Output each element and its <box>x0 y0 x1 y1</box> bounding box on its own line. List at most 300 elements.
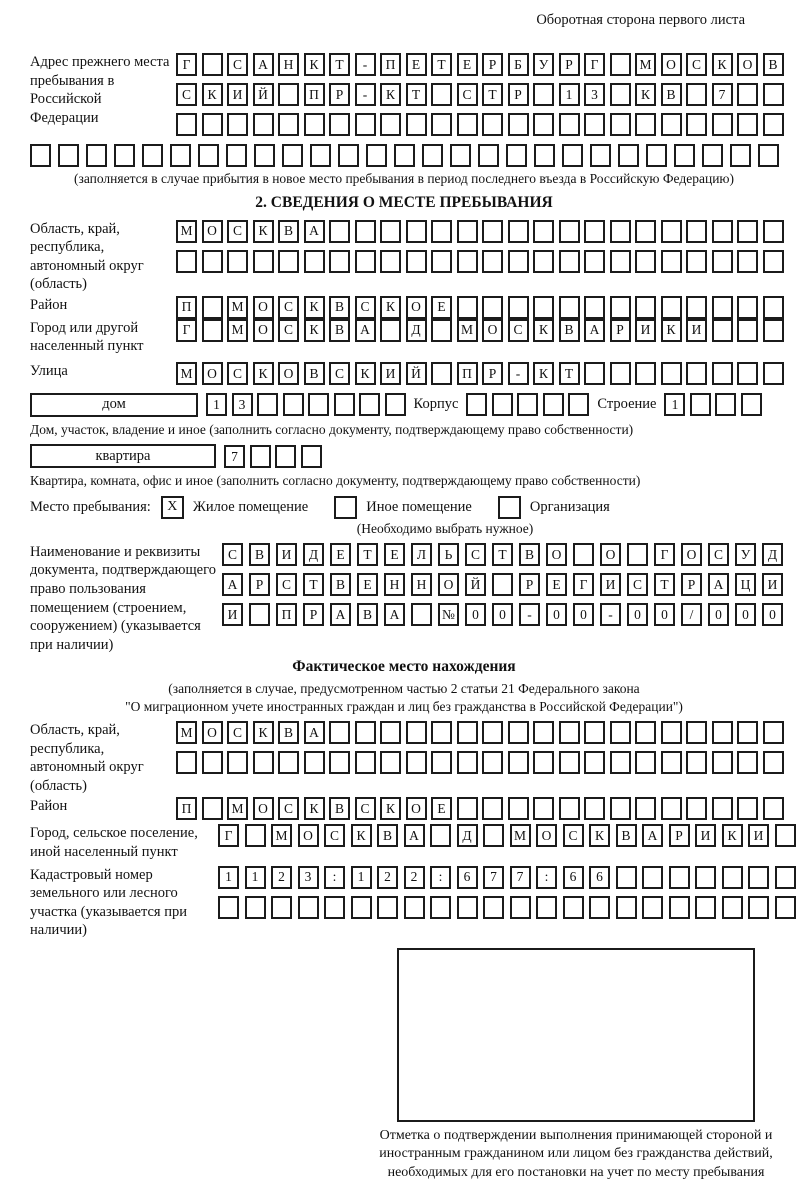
form-cell[interactable] <box>431 319 452 342</box>
form-cell[interactable] <box>616 896 637 919</box>
form-cell[interactable] <box>271 896 292 919</box>
form-cell[interactable] <box>249 603 270 626</box>
form-cell[interactable] <box>253 113 274 136</box>
checkbox-zhiloe-pomeshchenie[interactable]: X <box>161 496 184 519</box>
form-cell[interactable]: С <box>686 53 707 76</box>
form-cell[interactable]: У <box>533 53 554 76</box>
form-cell[interactable]: - <box>508 362 529 385</box>
form-cell[interactable] <box>737 751 758 774</box>
form-cell[interactable]: О <box>278 362 299 385</box>
form-cell[interactable] <box>559 220 580 243</box>
form-cell[interactable]: В <box>763 53 784 76</box>
form-cell[interactable]: К <box>304 296 325 319</box>
form-cell[interactable]: Й <box>465 573 486 596</box>
form-cell[interactable] <box>748 896 769 919</box>
form-cell[interactable] <box>584 362 605 385</box>
form-cell[interactable] <box>304 113 325 136</box>
form-cell[interactable] <box>712 797 733 820</box>
form-cell[interactable] <box>351 896 372 919</box>
form-cell[interactable] <box>202 113 223 136</box>
form-cell[interactable] <box>257 393 278 416</box>
form-cell[interactable] <box>763 721 784 744</box>
form-cell[interactable] <box>380 220 401 243</box>
form-cell[interactable] <box>610 113 631 136</box>
form-cell[interactable] <box>508 721 529 744</box>
form-cell[interactable] <box>686 220 707 243</box>
form-cell[interactable] <box>690 393 711 416</box>
form-cell[interactable] <box>508 751 529 774</box>
form-cell[interactable]: Г <box>584 53 605 76</box>
form-cell[interactable]: А <box>253 53 274 76</box>
form-cell[interactable]: Р <box>669 824 690 847</box>
form-cell[interactable] <box>635 797 656 820</box>
form-cell[interactable]: / <box>681 603 702 626</box>
form-cell[interactable]: К <box>635 83 656 106</box>
form-cell[interactable]: Г <box>573 573 594 596</box>
form-cell[interactable]: Б <box>508 53 529 76</box>
form-cell[interactable]: М <box>176 721 197 744</box>
form-cell[interactable]: К <box>712 53 733 76</box>
form-cell[interactable]: Р <box>482 362 503 385</box>
form-cell[interactable] <box>431 220 452 243</box>
form-cell[interactable] <box>202 296 223 319</box>
form-cell[interactable] <box>763 751 784 774</box>
form-cell[interactable] <box>610 751 631 774</box>
form-cell[interactable]: К <box>380 296 401 319</box>
form-cell[interactable] <box>533 797 554 820</box>
form-cell[interactable] <box>589 896 610 919</box>
form-cell[interactable]: В <box>278 220 299 243</box>
form-cell[interactable] <box>712 362 733 385</box>
form-cell[interactable]: И <box>695 824 716 847</box>
form-cell[interactable] <box>763 319 784 342</box>
form-cell[interactable] <box>483 896 504 919</box>
form-cell[interactable] <box>584 113 605 136</box>
form-cell[interactable]: К <box>722 824 743 847</box>
form-cell[interactable]: В <box>278 721 299 744</box>
form-cell[interactable]: 0 <box>546 603 567 626</box>
form-cell[interactable]: О <box>253 296 274 319</box>
form-cell[interactable]: С <box>227 362 248 385</box>
form-cell[interactable] <box>227 751 248 774</box>
form-cell[interactable]: Р <box>508 83 529 106</box>
form-cell[interactable]: 6 <box>589 866 610 889</box>
form-cell[interactable] <box>737 296 758 319</box>
form-cell[interactable] <box>533 296 554 319</box>
form-cell[interactable] <box>775 896 796 919</box>
form-cell[interactable] <box>737 362 758 385</box>
form-cell[interactable] <box>627 543 648 566</box>
form-cell[interactable] <box>176 113 197 136</box>
form-cell[interactable] <box>695 866 716 889</box>
form-cell[interactable] <box>278 113 299 136</box>
form-cell[interactable] <box>686 296 707 319</box>
form-cell[interactable]: С <box>278 797 299 820</box>
form-cell[interactable] <box>394 144 415 167</box>
form-cell[interactable] <box>359 393 380 416</box>
form-cell[interactable]: А <box>584 319 605 342</box>
form-cell[interactable]: - <box>355 53 376 76</box>
form-cell[interactable] <box>202 319 223 342</box>
form-cell[interactable]: Й <box>406 362 427 385</box>
form-cell[interactable] <box>712 296 733 319</box>
form-cell[interactable] <box>695 896 716 919</box>
form-cell[interactable]: О <box>681 543 702 566</box>
form-cell[interactable] <box>218 896 239 919</box>
form-cell[interactable]: 7 <box>712 83 733 106</box>
form-cell[interactable]: К <box>661 319 682 342</box>
form-cell[interactable]: С <box>222 543 243 566</box>
form-cell[interactable] <box>245 824 266 847</box>
form-cell[interactable]: А <box>355 319 376 342</box>
form-cell[interactable]: И <box>762 573 783 596</box>
form-cell[interactable]: № <box>438 603 459 626</box>
form-cell[interactable] <box>722 866 743 889</box>
form-cell[interactable] <box>430 896 451 919</box>
form-cell[interactable] <box>478 144 499 167</box>
form-cell[interactable] <box>482 113 503 136</box>
form-cell[interactable]: И <box>227 83 248 106</box>
form-cell[interactable] <box>58 144 79 167</box>
form-cell[interactable]: И <box>222 603 243 626</box>
form-cell[interactable]: В <box>329 797 350 820</box>
form-cell[interactable] <box>450 144 471 167</box>
form-cell[interactable] <box>304 250 325 273</box>
form-cell[interactable]: М <box>635 53 656 76</box>
form-cell[interactable] <box>366 144 387 167</box>
form-cell[interactable]: А <box>708 573 729 596</box>
form-cell[interactable] <box>482 250 503 273</box>
form-cell[interactable]: Н <box>384 573 405 596</box>
form-cell[interactable]: 0 <box>573 603 594 626</box>
form-cell[interactable] <box>584 751 605 774</box>
form-cell[interactable] <box>250 445 271 468</box>
form-cell[interactable] <box>686 113 707 136</box>
form-cell[interactable]: Г <box>654 543 675 566</box>
form-cell[interactable] <box>278 83 299 106</box>
form-cell[interactable] <box>492 393 513 416</box>
form-cell[interactable]: И <box>686 319 707 342</box>
form-cell[interactable] <box>482 721 503 744</box>
form-cell[interactable] <box>737 721 758 744</box>
form-cell[interactable]: С <box>355 797 376 820</box>
form-cell[interactable]: И <box>748 824 769 847</box>
form-cell[interactable] <box>298 896 319 919</box>
form-cell[interactable] <box>674 144 695 167</box>
form-cell[interactable]: - <box>600 603 621 626</box>
form-cell[interactable] <box>559 296 580 319</box>
form-cell[interactable]: Н <box>278 53 299 76</box>
form-cell[interactable] <box>482 797 503 820</box>
form-cell[interactable] <box>533 250 554 273</box>
form-cell[interactable]: О <box>253 319 274 342</box>
form-cell[interactable] <box>253 250 274 273</box>
form-cell[interactable] <box>355 113 376 136</box>
form-cell[interactable] <box>584 220 605 243</box>
form-cell[interactable]: К <box>304 319 325 342</box>
form-cell[interactable] <box>737 83 758 106</box>
form-cell[interactable]: Е <box>384 543 405 566</box>
form-cell[interactable] <box>584 797 605 820</box>
form-cell[interactable]: В <box>661 83 682 106</box>
form-cell[interactable] <box>422 144 443 167</box>
form-cell[interactable] <box>510 896 531 919</box>
form-cell[interactable]: Д <box>457 824 478 847</box>
form-cell[interactable]: П <box>276 603 297 626</box>
form-cell[interactable]: 1 <box>664 393 685 416</box>
form-cell[interactable] <box>712 319 733 342</box>
form-cell[interactable]: Г <box>176 53 197 76</box>
form-cell[interactable] <box>282 144 303 167</box>
form-cell[interactable] <box>431 83 452 106</box>
form-cell[interactable] <box>763 113 784 136</box>
form-cell[interactable] <box>202 751 223 774</box>
form-cell[interactable]: П <box>380 53 401 76</box>
form-cell[interactable]: С <box>563 824 584 847</box>
form-cell[interactable] <box>329 751 350 774</box>
form-cell[interactable]: 0 <box>708 603 729 626</box>
form-cell[interactable]: М <box>227 797 248 820</box>
form-cell[interactable]: 0 <box>735 603 756 626</box>
form-cell[interactable]: Т <box>482 83 503 106</box>
form-cell[interactable]: Й <box>253 83 274 106</box>
form-cell[interactable]: 0 <box>762 603 783 626</box>
form-cell[interactable] <box>737 250 758 273</box>
form-cell[interactable] <box>730 144 751 167</box>
form-cell[interactable] <box>334 393 355 416</box>
form-cell[interactable] <box>142 144 163 167</box>
form-cell[interactable] <box>712 751 733 774</box>
form-cell[interactable]: Е <box>406 53 427 76</box>
form-cell[interactable] <box>686 83 707 106</box>
form-cell[interactable] <box>635 113 656 136</box>
form-cell[interactable]: С <box>227 53 248 76</box>
form-cell[interactable] <box>431 362 452 385</box>
form-cell[interactable] <box>610 296 631 319</box>
form-cell[interactable]: О <box>406 296 427 319</box>
form-cell[interactable] <box>661 250 682 273</box>
form-cell[interactable] <box>533 721 554 744</box>
form-cell[interactable] <box>176 250 197 273</box>
form-cell[interactable]: Р <box>519 573 540 596</box>
form-cell[interactable]: : <box>430 866 451 889</box>
form-cell[interactable] <box>482 296 503 319</box>
form-cell[interactable]: Е <box>330 543 351 566</box>
form-cell[interactable] <box>355 721 376 744</box>
form-cell[interactable] <box>635 220 656 243</box>
form-cell[interactable]: С <box>508 319 529 342</box>
form-cell[interactable]: К <box>380 797 401 820</box>
form-cell[interactable] <box>329 250 350 273</box>
form-cell[interactable]: С <box>276 573 297 596</box>
form-cell[interactable] <box>355 220 376 243</box>
form-cell[interactable]: Т <box>654 573 675 596</box>
checkbox-inoe-pomeshchenie[interactable] <box>334 496 357 519</box>
form-cell[interactable] <box>563 896 584 919</box>
form-cell[interactable] <box>584 721 605 744</box>
form-cell[interactable] <box>226 144 247 167</box>
form-cell[interactable]: - <box>519 603 540 626</box>
form-cell[interactable] <box>329 220 350 243</box>
form-cell[interactable]: 1 <box>218 866 239 889</box>
form-cell[interactable]: О <box>202 721 223 744</box>
form-cell[interactable]: 0 <box>465 603 486 626</box>
form-cell[interactable] <box>737 319 758 342</box>
form-cell[interactable] <box>253 751 274 774</box>
form-cell[interactable] <box>483 824 504 847</box>
form-cell[interactable]: Р <box>610 319 631 342</box>
form-cell[interactable]: 0 <box>492 603 513 626</box>
form-cell[interactable]: В <box>330 573 351 596</box>
form-cell[interactable] <box>748 866 769 889</box>
form-cell[interactable] <box>377 896 398 919</box>
form-cell[interactable] <box>610 250 631 273</box>
form-cell[interactable]: К <box>589 824 610 847</box>
form-cell[interactable]: М <box>227 319 248 342</box>
form-cell[interactable] <box>245 896 266 919</box>
form-cell[interactable]: Ц <box>735 573 756 596</box>
form-cell[interactable] <box>431 113 452 136</box>
form-cell[interactable]: О <box>737 53 758 76</box>
form-cell[interactable] <box>573 543 594 566</box>
form-cell[interactable] <box>86 144 107 167</box>
form-cell[interactable] <box>406 721 427 744</box>
form-cell[interactable] <box>686 721 707 744</box>
form-cell[interactable] <box>722 896 743 919</box>
form-cell[interactable] <box>508 296 529 319</box>
form-cell[interactable]: 3 <box>298 866 319 889</box>
form-cell[interactable] <box>775 824 796 847</box>
form-cell[interactable]: 3 <box>232 393 253 416</box>
form-cell[interactable] <box>661 797 682 820</box>
form-cell[interactable] <box>380 721 401 744</box>
form-cell[interactable] <box>712 250 733 273</box>
form-cell[interactable]: 0 <box>627 603 648 626</box>
form-cell[interactable]: И <box>635 319 656 342</box>
form-cell[interactable] <box>431 751 452 774</box>
form-cell[interactable]: Г <box>218 824 239 847</box>
form-cell[interactable]: А <box>304 220 325 243</box>
form-cell[interactable]: К <box>253 721 274 744</box>
form-cell[interactable]: И <box>600 573 621 596</box>
form-cell[interactable] <box>533 751 554 774</box>
form-cell[interactable] <box>406 250 427 273</box>
form-cell[interactable]: П <box>304 83 325 106</box>
form-cell[interactable] <box>775 866 796 889</box>
form-cell[interactable]: М <box>176 220 197 243</box>
form-cell[interactable] <box>457 296 478 319</box>
form-cell[interactable] <box>482 751 503 774</box>
form-cell[interactable] <box>610 83 631 106</box>
form-cell[interactable]: С <box>708 543 729 566</box>
form-cell[interactable] <box>616 866 637 889</box>
form-cell[interactable] <box>492 573 513 596</box>
form-cell[interactable] <box>635 721 656 744</box>
form-cell[interactable] <box>559 751 580 774</box>
form-cell[interactable] <box>661 721 682 744</box>
form-cell[interactable] <box>559 113 580 136</box>
form-cell[interactable] <box>533 83 554 106</box>
form-cell[interactable]: В <box>559 319 580 342</box>
form-cell[interactable] <box>568 393 589 416</box>
form-cell[interactable]: 1 <box>245 866 266 889</box>
form-cell[interactable]: Т <box>329 53 350 76</box>
form-cell[interactable] <box>763 296 784 319</box>
form-cell[interactable] <box>324 896 345 919</box>
form-cell[interactable] <box>506 144 527 167</box>
form-cell[interactable]: О <box>406 797 427 820</box>
form-cell[interactable] <box>737 797 758 820</box>
form-cell[interactable] <box>508 113 529 136</box>
form-cell[interactable] <box>431 250 452 273</box>
form-cell[interactable] <box>431 721 452 744</box>
form-cell[interactable] <box>482 220 503 243</box>
form-cell[interactable] <box>278 250 299 273</box>
form-cell[interactable]: С <box>355 296 376 319</box>
form-cell[interactable] <box>283 393 304 416</box>
form-cell[interactable]: К <box>351 824 372 847</box>
form-cell[interactable]: Т <box>492 543 513 566</box>
form-cell[interactable] <box>661 751 682 774</box>
form-cell[interactable]: 2 <box>404 866 425 889</box>
form-cell[interactable] <box>543 393 564 416</box>
form-cell[interactable] <box>533 113 554 136</box>
form-cell[interactable]: И <box>380 362 401 385</box>
form-cell[interactable] <box>202 797 223 820</box>
form-cell[interactable]: 1 <box>351 866 372 889</box>
form-cell[interactable]: 7 <box>483 866 504 889</box>
form-cell[interactable] <box>278 751 299 774</box>
form-cell[interactable] <box>533 220 554 243</box>
form-cell[interactable]: Р <box>249 573 270 596</box>
form-cell[interactable] <box>715 393 736 416</box>
form-cell[interactable]: 3 <box>584 83 605 106</box>
form-cell[interactable] <box>661 296 682 319</box>
form-cell[interactable]: 7 <box>224 445 245 468</box>
form-cell[interactable]: 6 <box>563 866 584 889</box>
form-cell[interactable]: В <box>519 543 540 566</box>
form-cell[interactable] <box>508 250 529 273</box>
form-cell[interactable] <box>686 362 707 385</box>
form-cell[interactable]: К <box>533 362 554 385</box>
form-cell[interactable] <box>406 113 427 136</box>
form-cell[interactable] <box>642 896 663 919</box>
form-cell[interactable] <box>741 393 762 416</box>
form-cell[interactable]: Е <box>431 296 452 319</box>
form-cell[interactable]: О <box>546 543 567 566</box>
form-cell[interactable] <box>430 824 451 847</box>
form-cell[interactable]: И <box>276 543 297 566</box>
form-cell[interactable] <box>329 113 350 136</box>
form-cell[interactable] <box>30 144 51 167</box>
form-cell[interactable] <box>380 113 401 136</box>
form-cell[interactable]: А <box>222 573 243 596</box>
form-cell[interactable]: В <box>304 362 325 385</box>
form-cell[interactable]: П <box>457 362 478 385</box>
form-cell[interactable] <box>669 896 690 919</box>
form-cell[interactable]: О <box>438 573 459 596</box>
form-cell[interactable]: Т <box>406 83 427 106</box>
form-cell[interactable]: П <box>176 797 197 820</box>
form-cell[interactable] <box>763 220 784 243</box>
form-cell[interactable]: : <box>324 866 345 889</box>
form-cell[interactable] <box>406 751 427 774</box>
form-cell[interactable] <box>646 144 667 167</box>
form-cell[interactable]: П <box>176 296 197 319</box>
form-cell[interactable] <box>457 896 478 919</box>
form-cell[interactable] <box>114 144 135 167</box>
form-cell[interactable] <box>508 220 529 243</box>
